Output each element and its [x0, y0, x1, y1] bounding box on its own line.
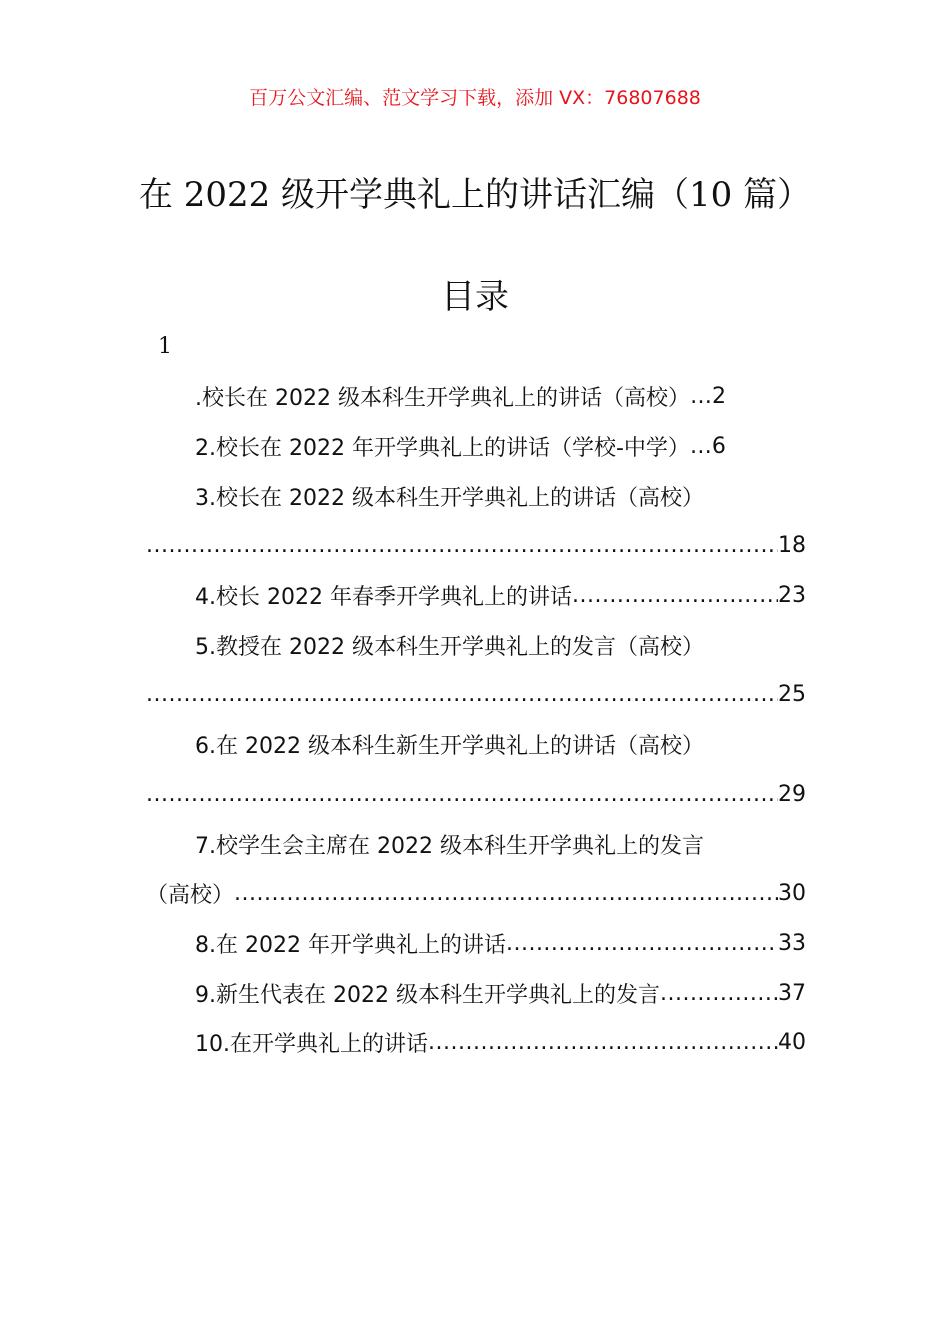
toc-entry-title: 5.教授在 2022 级本科生开学典礼上的发言（高校）: [195, 634, 704, 660]
toc-first-number: 1: [158, 334, 172, 359]
dot-leader: [146, 682, 778, 707]
toc-entry-title: .校长在 2022 级本科生开学典礼上的讲话（高校）: [195, 386, 690, 412]
dot-leader: [428, 1030, 778, 1055]
dot-leader: [146, 782, 778, 807]
toc-entry-title: 4.校长 2022 年春季开学典礼上的讲话: [195, 585, 572, 611]
table-of-contents: [146, 372, 806, 1068]
toc-entry-title: 6.在 2022 级本科生新生开学典礼上的讲话（高校）: [195, 734, 704, 760]
header-banner: 百万公文汇编、范文学习下载，添加 VX：76807688: [249, 87, 701, 109]
toc-entry-page: 2: [711, 384, 726, 410]
toc-entry-page: 25: [778, 682, 806, 708]
toc-entry-10[interactable]: [146, 1018, 806, 1068]
toc-heading: 目录: [441, 277, 509, 317]
toc-entry-title: 7.校学生会主席在 2022 级本科生开学典礼上的发言: [195, 833, 704, 859]
toc-entry-page: 18: [778, 533, 806, 559]
toc-entry-9[interactable]: [146, 968, 806, 1018]
toc-entry-title: 10.在开学典礼上的讲话: [195, 1032, 428, 1058]
toc-entry-page: 40: [778, 1030, 806, 1056]
toc-entry-5-leader-line: [146, 670, 806, 720]
toc-entry-4[interactable]: [146, 571, 806, 621]
toc-entry-3-leader-line: [146, 521, 806, 571]
dot-leader: [234, 881, 778, 906]
dot-leader: [146, 533, 778, 558]
toc-entry-8[interactable]: [146, 919, 806, 969]
toc-entry-1[interactable]: [146, 372, 806, 422]
toc-entry-ellipsis: …: [689, 434, 712, 460]
toc-entry-title: 8.在 2022 年开学典礼上的讲话: [195, 932, 506, 958]
toc-entry-title: 9.新生代表在 2022 级本科生开学典礼上的发言: [195, 982, 660, 1008]
toc-entry-page: 29: [778, 781, 806, 807]
dot-leader: [506, 931, 778, 956]
toc-entry-3[interactable]: [146, 471, 806, 521]
toc-entry-7-continuation: [146, 869, 806, 919]
toc-entry-title: 2.校长在 2022 年开学典礼上的讲话（学校-中学）: [195, 436, 690, 462]
toc-entry-title: 3.校长在 2022 级本科生开学典礼上的讲话（高校）: [195, 485, 704, 511]
toc-entry-page: 33: [778, 930, 806, 956]
dot-leader: [660, 981, 778, 1006]
toc-entry-5[interactable]: [146, 620, 806, 670]
toc-entry-ellipsis: …: [689, 384, 712, 410]
toc-entry-6-leader-line: [146, 770, 806, 820]
dot-leader: [572, 583, 778, 608]
toc-entry-title-continued: （高校）: [146, 883, 235, 909]
toc-entry-7[interactable]: [146, 819, 806, 869]
toc-entry-page: 23: [778, 583, 806, 609]
toc-entry-page: 6: [711, 434, 726, 460]
document-title: 在 2022 级开学典礼上的讲话汇编（10 篇）: [138, 175, 812, 215]
toc-entry-2[interactable]: [146, 422, 806, 472]
toc-entry-page: 30: [778, 881, 806, 907]
toc-entry-6[interactable]: [146, 720, 806, 770]
toc-entry-page: 37: [778, 980, 806, 1006]
